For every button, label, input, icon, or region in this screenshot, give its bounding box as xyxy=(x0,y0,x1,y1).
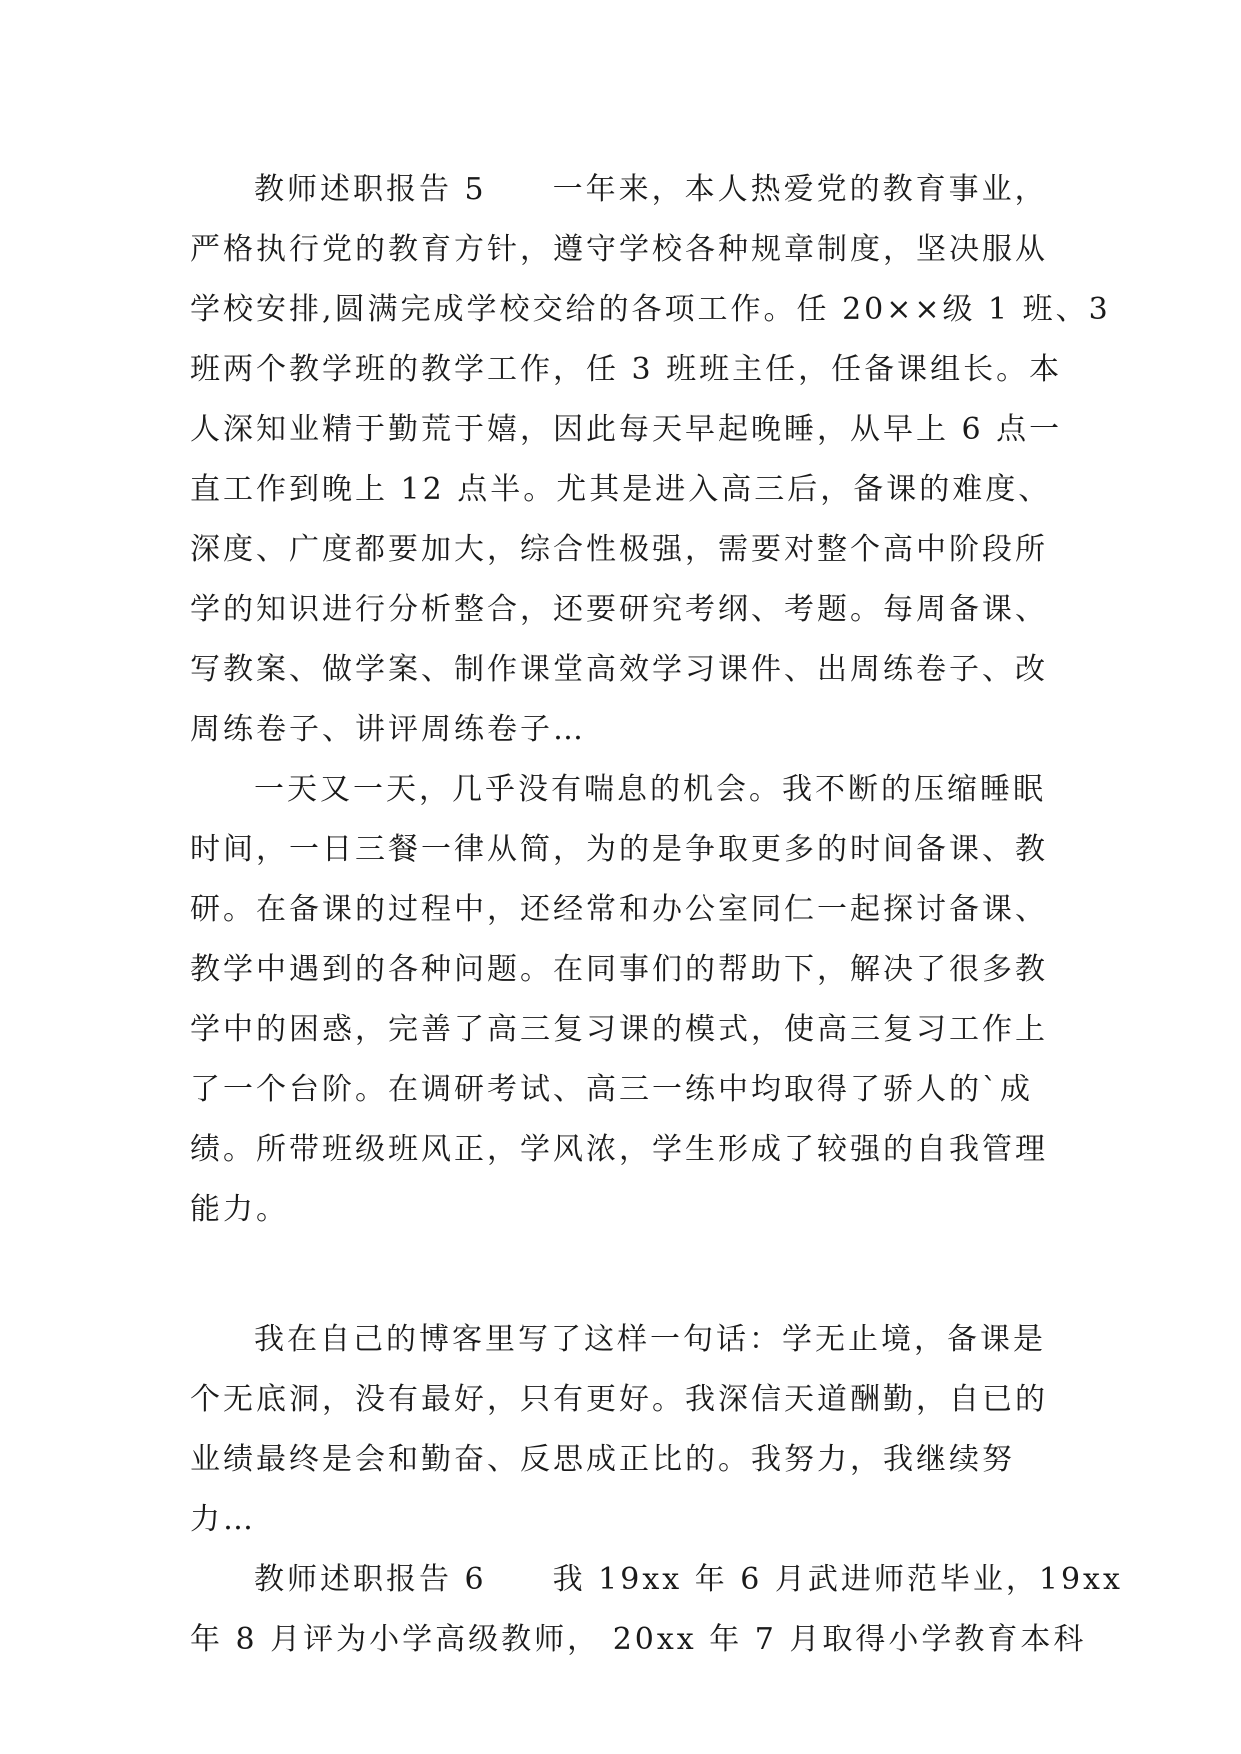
paragraph-line: 研。在备课的过程中，还经常和办公室同仁一起探讨备课、 xyxy=(190,892,1048,927)
paragraph-line: 时间，一日三餐一律从简，为的是争取更多的时间备课、教 xyxy=(190,832,1048,867)
paragraph-line: 教师述职报告 6 我 19xx 年 6 月武进师范毕业，19xx xyxy=(254,1562,1123,1597)
paragraph-line: 周练卷子、讲评周练卷子… xyxy=(190,712,586,747)
document-body xyxy=(190,160,1123,1670)
paragraph-line: 学校安排,圆满完成学校交给的各项工作。任 20××级 1 班、3 xyxy=(190,292,1111,327)
paragraph-line: 力… xyxy=(190,1502,256,1537)
paragraph-spacer xyxy=(190,1240,1060,1310)
paragraph-line: 直工作到晚上 12 点半。尤其是进入高三后，备课的难度、 xyxy=(190,472,1052,507)
paragraph-line: 年 8 月评为小学高级教师， 20xx 年 7 月取得小学教育本科 xyxy=(190,1622,1087,1657)
paragraph-line: 班两个教学班的教学工作，任 3 班班主任，任备课组长。本 xyxy=(190,352,1063,387)
paragraph-line: 能力。 xyxy=(190,1192,289,1227)
paragraph-line: 我在自己的博客里写了这样一句话：学无止境，备课是 xyxy=(254,1322,1046,1357)
paragraph-line: 教师述职报告 5 一年来，本人热爱党的教育事业， xyxy=(254,172,1048,207)
paragraph-line: 学中的困惑，完善了高三复习课的模式，使高三复习工作上 xyxy=(190,1012,1048,1047)
paragraph-line: 人深知业精于勤荒于嬉，因此每天早起晚睡，从早上 6 点一 xyxy=(190,412,1063,447)
paragraph-line: 严格执行党的教育方针，遵守学校各种规章制度，坚决服从 xyxy=(190,232,1048,267)
paragraph-line: 学的知识进行分析整合，还要研究考纲、考题。每周备课、 xyxy=(190,592,1048,627)
paragraph-line: 教学中遇到的各种问题。在同事们的帮助下，解决了很多教 xyxy=(190,952,1048,987)
paragraph-line: 绩。所带班级班风正，学风浓，学生形成了较强的自我管理 xyxy=(190,1132,1048,1167)
paragraph-line: 个无底洞，没有最好，只有更好。我深信天道酬勤，自已的 xyxy=(190,1382,1048,1417)
paragraph-line: 了一个台阶。在调研考试、高三一练中均取得了骄人的`成 xyxy=(190,1072,1033,1107)
paragraph-line: 写教案、做学案、制作课堂高效学习课件、出周练卷子、改 xyxy=(190,652,1048,687)
paragraph-line: 深度、广度都要加大，综合性极强，需要对整个高中阶段所 xyxy=(190,532,1048,567)
paragraph-line: 一天又一天，几乎没有喘息的机会。我不断的压缩睡眠 xyxy=(254,772,1046,807)
paragraph-line: 业绩最终是会和勤奋、反思成正比的。我努力，我继续努 xyxy=(190,1442,1015,1477)
